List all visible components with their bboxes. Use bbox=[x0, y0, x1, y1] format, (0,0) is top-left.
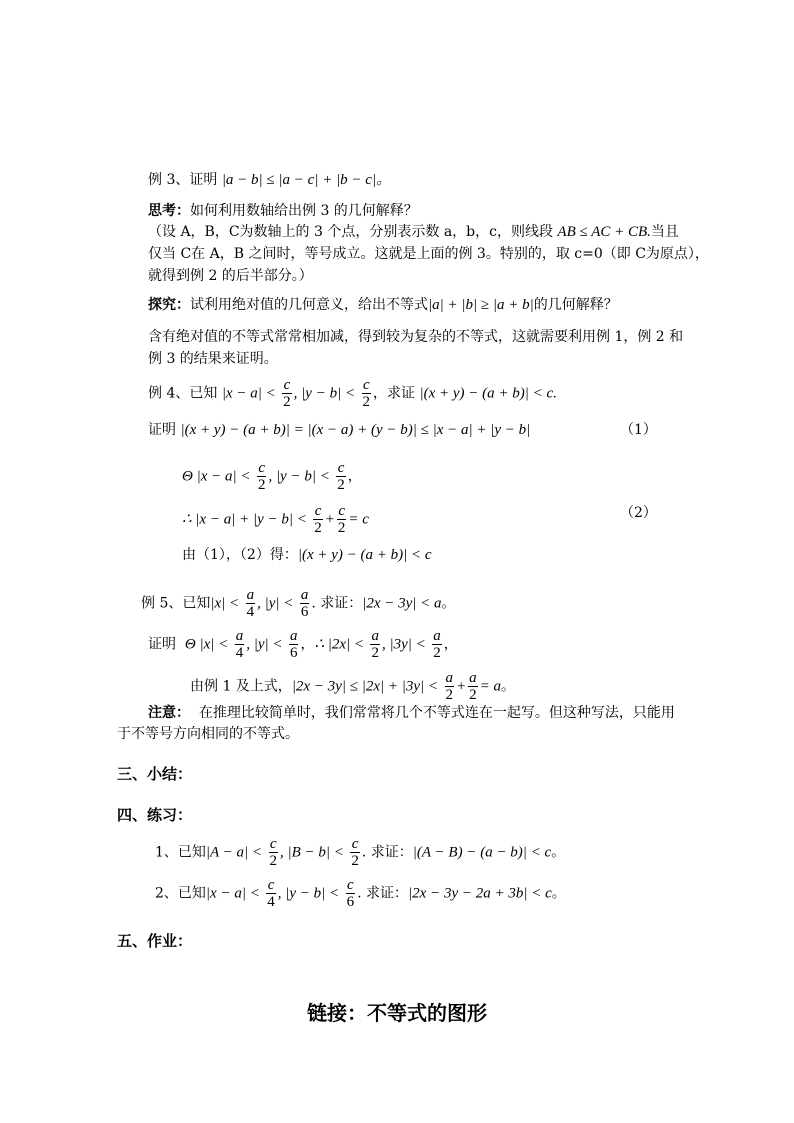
proof5-frac6-num: a bbox=[469, 670, 477, 686]
example3-label: 例 3、证明 bbox=[148, 172, 218, 188]
proof4-because2: , |y − b| < bbox=[268, 468, 330, 485]
proof5-eq-a: = a bbox=[479, 678, 501, 695]
proof4-frac-a-den: 2 bbox=[257, 477, 266, 493]
practice2-frac2-num: c bbox=[347, 877, 354, 893]
example3-line bbox=[148, 170, 391, 190]
example5-mid: . 求证： bbox=[311, 595, 363, 612]
section-practice: 四、练习： bbox=[117, 806, 193, 824]
proof5-frac2-num: a bbox=[289, 628, 298, 644]
proof5-frac3-den: 2 bbox=[371, 645, 379, 661]
thinking-line1-math: AB ≤ AC + CB. bbox=[557, 224, 651, 240]
proof5-line2-math: |2x − 3y| ≤ |2x| + |3y| < bbox=[291, 678, 439, 695]
practice2-end: 。 bbox=[551, 885, 566, 902]
thinking-line3: 就得到例 2 的后半部分。） bbox=[148, 268, 313, 284]
example5-goal: |2x − 3y| < a bbox=[362, 595, 442, 612]
proof5-plus: + bbox=[456, 678, 467, 695]
practice2-goal: |2x − 3y − 2a + 3b| < c bbox=[408, 885, 552, 902]
practice1-frac1-den: 2 bbox=[269, 853, 278, 869]
practice2-mid: . 求证： bbox=[357, 885, 409, 902]
practice1-frac1 bbox=[269, 836, 279, 869]
example5-frac1-num: a bbox=[246, 587, 255, 603]
explore-math: |a| + |b| ≥ |a + b| bbox=[428, 297, 534, 313]
proof4-frac-d-den: 2 bbox=[337, 520, 346, 536]
explore-label: 探究： bbox=[148, 297, 190, 313]
practice1-frac2-den: 2 bbox=[351, 853, 359, 869]
practice2-frac2 bbox=[346, 877, 356, 910]
example4-cond2: , |y − b| < bbox=[293, 385, 356, 402]
example4-frac1-num: c bbox=[283, 377, 291, 393]
proof5-because: Θ |x| < bbox=[184, 636, 229, 653]
practice2-cond2: , |y − b| < bbox=[277, 885, 340, 902]
proof5-frac1 bbox=[235, 628, 245, 661]
explore-line bbox=[148, 295, 618, 315]
proof4-tag1: （1） bbox=[620, 422, 657, 438]
example5-end: 。 bbox=[441, 595, 456, 612]
thinking-question: 如何利用数轴给出例 3 的几何解释？ bbox=[190, 203, 418, 219]
thinking-line bbox=[148, 201, 418, 221]
link-title: 链接：不等式的图形 bbox=[307, 1001, 487, 1025]
practice1-end: 。 bbox=[551, 844, 566, 861]
practice-item-1 bbox=[155, 836, 565, 869]
proof5-frac4-den: 2 bbox=[433, 645, 441, 661]
example5-cond2: , |y| < bbox=[257, 595, 294, 612]
proof4-frac-d bbox=[337, 503, 347, 536]
practice1-mid: . 求证： bbox=[361, 844, 413, 861]
practice1-cond1: |A − a| < bbox=[205, 844, 263, 861]
practice2-frac2-den: 6 bbox=[346, 894, 355, 910]
proof4-from-label: 由（1），（2）得： bbox=[182, 547, 298, 563]
proof4-frac-a-num: c bbox=[258, 460, 266, 476]
practice2-frac1-den: 4 bbox=[267, 894, 275, 910]
proof4-tag2: （2） bbox=[620, 505, 657, 521]
example5-frac2 bbox=[300, 587, 310, 620]
proof5-frac5-den: 2 bbox=[445, 687, 453, 703]
proof5-frac3 bbox=[370, 628, 380, 661]
proof4-frac-b-num: c bbox=[337, 460, 345, 476]
proof5-frac1-den: 4 bbox=[235, 645, 244, 661]
proof5-line1 bbox=[148, 628, 458, 661]
note-line2: 于不等号方向相同的不等式。 bbox=[117, 726, 299, 742]
para-line2: 例 3 的结果来证明。 bbox=[148, 351, 278, 367]
section-summary: 三、小结： bbox=[117, 765, 193, 783]
explore-text-b: 的几何解释？ bbox=[533, 297, 618, 313]
thinking-line1-b: 当且 bbox=[650, 224, 679, 240]
proof5-frac6 bbox=[468, 670, 478, 703]
example4-frac2 bbox=[362, 377, 372, 410]
section-homework: 五、作业： bbox=[117, 932, 193, 950]
proof5-therefore: ∴ |2x| < bbox=[314, 636, 365, 653]
proof4-because: Θ |x − a| < bbox=[182, 468, 251, 485]
proof4-therefore-line bbox=[182, 503, 369, 536]
thinking-line1-a: （设 A，B，C为数轴上的 3 个点，分别表示数 a，b，c，则线段 bbox=[148, 224, 553, 240]
proof5-label: 证明 bbox=[148, 636, 176, 653]
proof5-frac3-num: a bbox=[371, 628, 379, 644]
note-label: 注意： bbox=[148, 705, 190, 721]
proof4-frac-c bbox=[313, 503, 323, 536]
example4-frac2-num: c bbox=[362, 377, 370, 393]
proof4-from-line bbox=[182, 545, 432, 565]
practice2-frac1-num: c bbox=[267, 877, 275, 893]
proof5-frac2-den: 6 bbox=[289, 645, 298, 661]
proof4-frac-c-num: c bbox=[314, 503, 322, 519]
example4-mid: ，求证 bbox=[373, 385, 416, 402]
thinking-line1 bbox=[148, 222, 679, 242]
proof4-frac-d-num: c bbox=[338, 503, 345, 519]
example5-line bbox=[141, 587, 456, 620]
example5-frac2-den: 6 bbox=[300, 604, 309, 620]
example5-cond1: |x| < bbox=[210, 595, 240, 612]
proof4-frac-a bbox=[257, 460, 267, 493]
proof4-because-line bbox=[182, 460, 362, 493]
proof5-frac4-num: a bbox=[433, 628, 441, 644]
practice1-cond2: , |B − b| < bbox=[280, 844, 344, 861]
proof4-line1 bbox=[148, 420, 530, 440]
practice2-frac1 bbox=[266, 877, 276, 910]
para-line1: 含有绝对值的不等式常常相加减，得到较为复杂的不等式，这就需要利用例 1，例 2 和 bbox=[148, 329, 684, 345]
proof4-plus: + bbox=[324, 511, 335, 528]
practice2-label: 2、已知 bbox=[155, 885, 206, 902]
proof5-frac1-num: a bbox=[235, 628, 244, 644]
proof5-frac5 bbox=[445, 670, 455, 703]
example4-goal: |(x + y) − (a + b)| < c. bbox=[419, 385, 557, 402]
example4-frac2-den: 2 bbox=[362, 394, 371, 410]
example4-cond1: |x − a| < bbox=[221, 385, 276, 402]
explore-text-a: 试利用绝对值的几何意义，给出不等式 bbox=[190, 297, 428, 313]
proof4-frac-b bbox=[336, 460, 346, 493]
thinking-label: 思考： bbox=[148, 203, 190, 219]
example3-formula: |a − b| ≤ |a − c| + |b − c|。 bbox=[221, 172, 392, 188]
proof5-end: 。 bbox=[501, 678, 515, 695]
proof5-line2 bbox=[190, 670, 515, 703]
proof4-therefore: ∴ |x − a| + |y − b| < bbox=[182, 511, 307, 528]
practice1-goal: |(A − B) − (a − b)| < c bbox=[412, 844, 552, 861]
proof5-frac4 bbox=[432, 628, 442, 661]
practice2-cond1: |x − a| < bbox=[205, 885, 260, 902]
proof5-therefore2: , |3y| < bbox=[381, 636, 426, 653]
practice1-frac1-num: c bbox=[269, 836, 277, 852]
proof4-eq-c: = c bbox=[348, 511, 369, 528]
proof4-label: 证明 bbox=[148, 422, 176, 438]
example5-frac2-num: a bbox=[300, 587, 309, 603]
proof5-comma1: ， bbox=[300, 636, 315, 653]
example5-label: 例 5、已知 bbox=[141, 595, 211, 612]
practice1-frac2-num: c bbox=[351, 836, 359, 852]
thinking-line2: 仅当 C在 A，B 之间时，等号成立。这就是上面的例 3。特别的，取 c=0（即 C为原点）， bbox=[148, 246, 709, 262]
proof5-line2-label: 由例 1 及上式， bbox=[190, 678, 292, 695]
proof4-frac-b-den: 2 bbox=[337, 477, 345, 493]
practice1-frac2 bbox=[350, 836, 360, 869]
proof5-comma2: ， bbox=[443, 636, 458, 653]
proof5-frac2 bbox=[289, 628, 299, 661]
example5-frac1-den: 4 bbox=[246, 604, 255, 620]
proof5-because2: , |y| < bbox=[246, 636, 283, 653]
proof4-frac-c-den: 2 bbox=[314, 520, 322, 536]
example4-label: 例 4、已知 bbox=[148, 385, 218, 402]
proof4-line1-math: |(x + y) − (a + b)| = |(x − a) + (y − b)| ≤ |x − a| + |y − b| bbox=[180, 422, 531, 438]
note-text1: 在推理比较简单时，我们常常将几个不等式连在一起写。但这种写法，只能用 bbox=[198, 705, 675, 721]
note-line1 bbox=[148, 703, 675, 723]
example4-frac1 bbox=[282, 377, 292, 410]
proof4-from-math: |(x + y) − (a + b)| < c bbox=[297, 547, 432, 563]
proof5-frac5-num: a bbox=[445, 670, 453, 686]
practice1-label: 1、已知 bbox=[155, 844, 206, 861]
proof5-frac6-den: 2 bbox=[469, 687, 477, 703]
example4-frac1-den: 2 bbox=[283, 394, 291, 410]
proof4-because-end: ， bbox=[347, 468, 362, 485]
example4-line bbox=[148, 377, 557, 410]
example5-frac1 bbox=[246, 587, 256, 620]
practice-item-2 bbox=[155, 877, 566, 910]
